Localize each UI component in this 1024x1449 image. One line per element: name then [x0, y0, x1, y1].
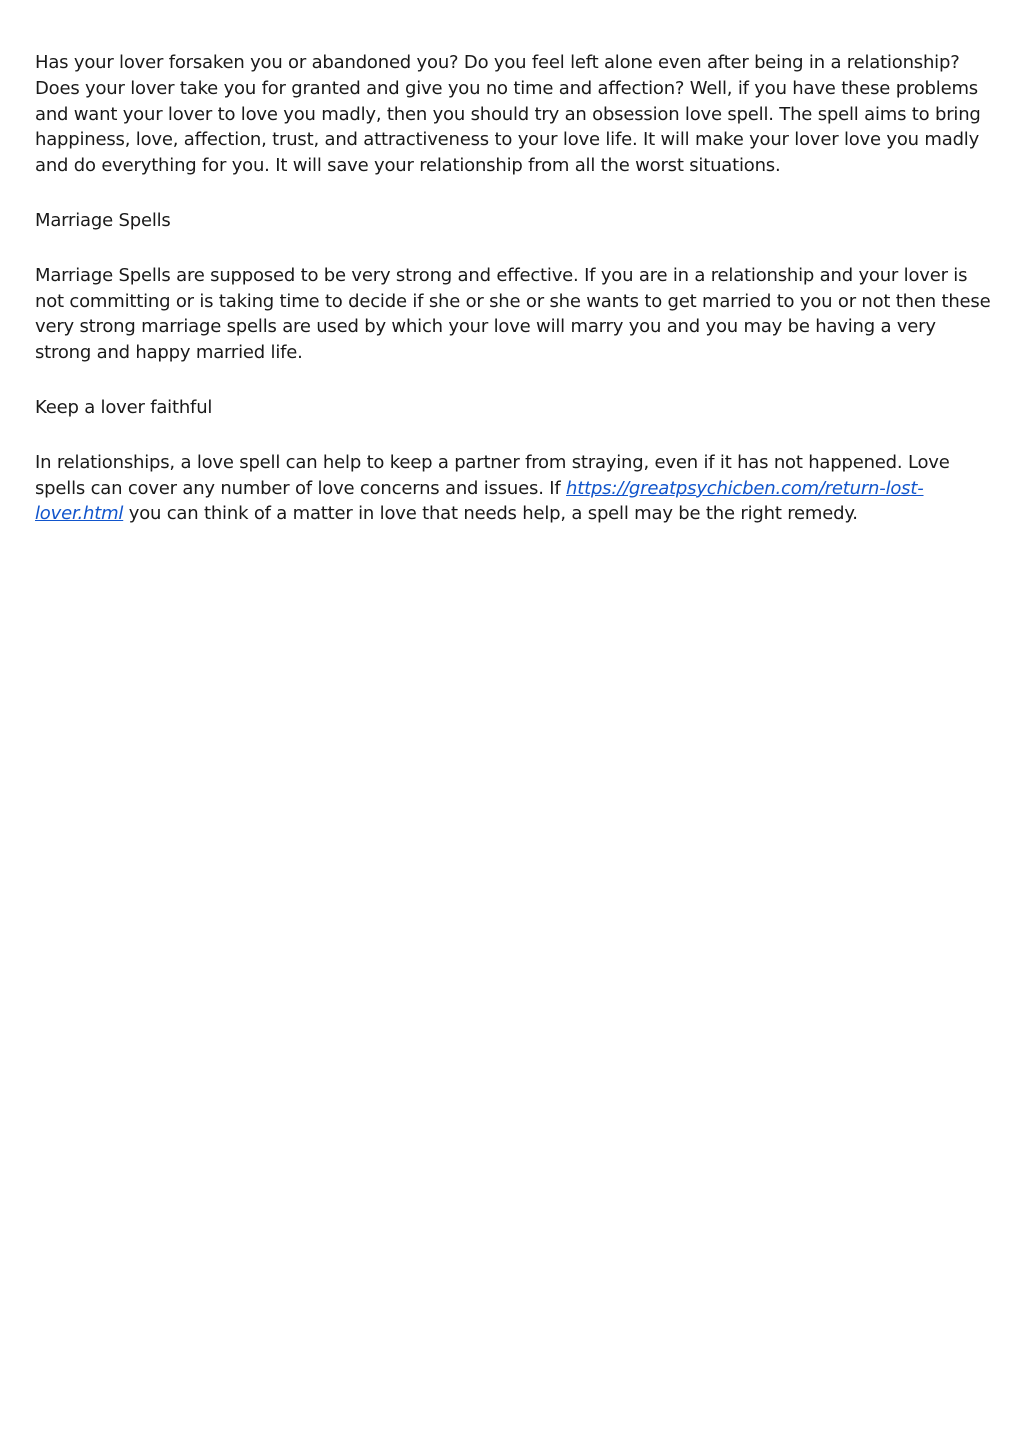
marriage-spells-heading: Marriage Spells — [35, 209, 171, 231]
faithful-text-after-link: you can think of a matter in love that needs help, a spell may be the right remedy. — [123, 503, 858, 525]
marriage-spells-paragraph: Marriage Spells are supposed to be very strong and effective. If you are in a relationship and your lover is not committing or is taking time to decide if she or she or she wants to get married to you or not then these very strong marriage spells are used by which your love will marry you and you may be having a very strong and happy married life. — [35, 264, 991, 364]
keep-lover-faithful-heading: Keep a lover faithful — [35, 396, 213, 418]
intro-paragraph: Has your lover forsaken you or abandoned you? Do you feel left alone even after being in a relationship? Does your lover take you for granted and give you no time and affection? Well, if you have these problems and want your lover to love you madly, then you should try an obsession love spell. The spell aims to bring happiness, love, affection, trust, and attractiveness to your love life. It will make your lover love you madly and do everything for you. It will save your relationship from all the worst situations. — [35, 52, 981, 177]
keep-lover-faithful-paragraph — [35, 450, 993, 527]
return-lost-lover-link[interactable]: https://greatpsychicben.com/return-lost-lover.html — [35, 477, 924, 525]
faithful-text-before-link: In relationships, a love spell can help to keep a partner from straying, even if it has not happened. Love spells can cover any number of love concerns and issues. If — [35, 451, 950, 499]
document-body — [35, 50, 993, 556]
